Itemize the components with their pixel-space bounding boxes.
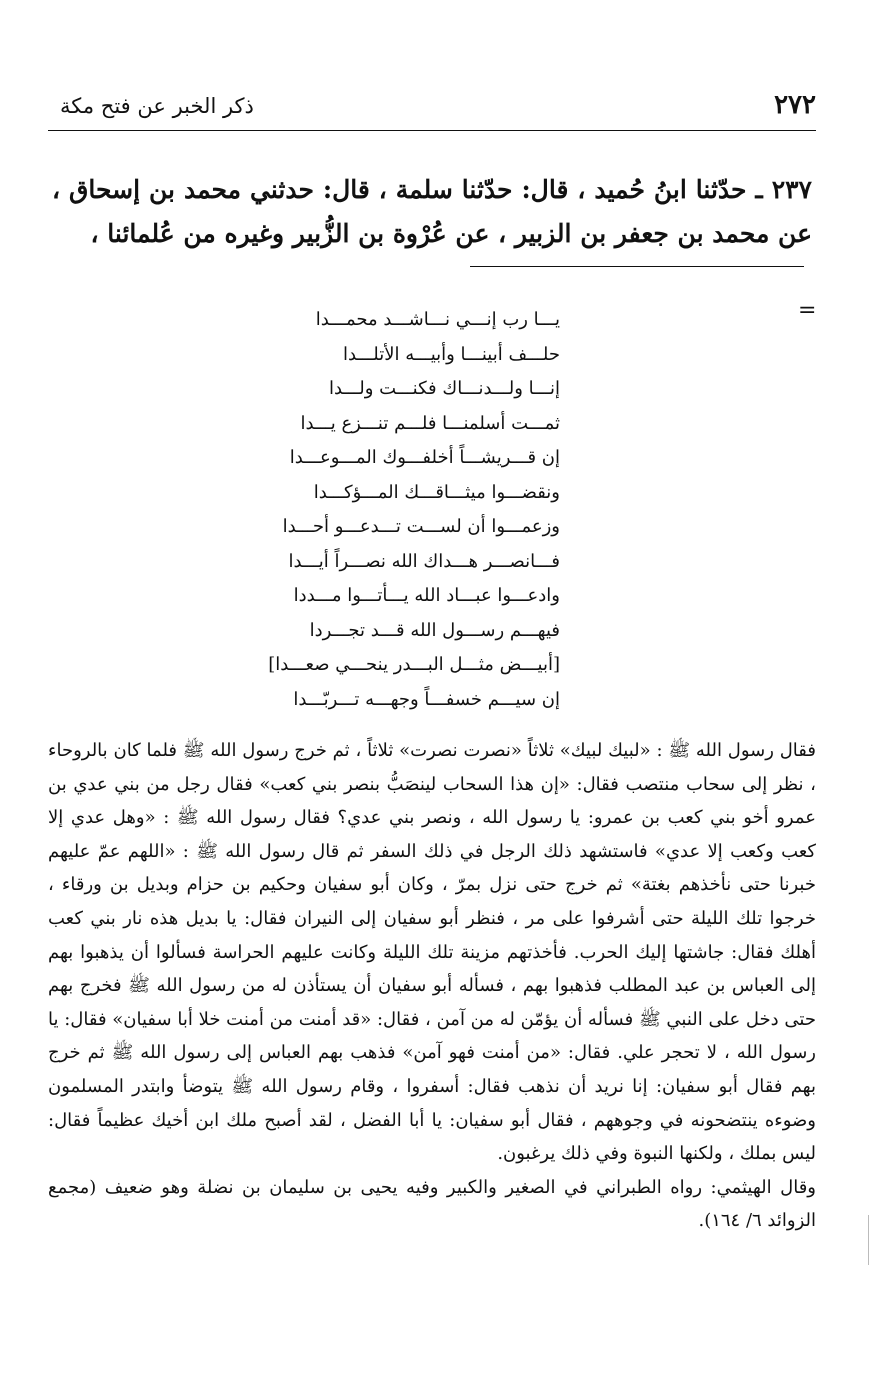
poem <box>240 303 560 717</box>
poem-line: حلـــف أبينـــا وأبيـــه الأتلـــدا <box>343 343 560 365</box>
poem-line: فـــانصـــر هـــداك الله نصـــراً أيـــدا <box>288 550 560 572</box>
poem-line: يـــا رب إنـــي نـــاشـــد محمـــدا <box>315 309 560 330</box>
page-header <box>48 88 816 128</box>
poem-line: إن سيـــم خسفـــاً وجهـــه تـــربّـــدا <box>293 688 560 710</box>
poem-line: إن قـــريشـــاً أخلفـــوك المـــوعـــدا <box>289 447 560 468</box>
poem-line: فيهـــم رســـول الله قـــد تجـــردا <box>309 619 560 641</box>
poem-line: ثمـــت أسلمنـــا فلـــم تنـــزع يـــدا <box>300 412 560 434</box>
page-number: ٢٧٢ <box>774 90 816 120</box>
hadith-text: ٢٣٧ ـ حدّثنا ابنُ حُميد ، قال: حدّثنا سلمة ، قال: حدثني محمد بن إسحاق ، عن محمد بن جعفر بن الزبير ، عن عُرْوة بن الزُّبير وغيره من عُلمائنا ، <box>52 175 812 248</box>
running-title: ذكر الخبر عن فتح مكة <box>60 94 254 118</box>
header-divider <box>48 130 816 131</box>
scan-edge-mark <box>868 1215 869 1265</box>
poem-line: وزعمـــوا أن لســـت تـــدعـــو أحـــدا <box>282 516 560 537</box>
poem-line: وادعـــوا عبـــاد الله يـــأتـــوا مـــددا <box>293 585 560 606</box>
poem-line: ونقضـــوا ميثـــاقـــك المـــؤكـــدا <box>313 481 560 503</box>
footnote-source-note: وقال الهيثمي: رواه الطبراني في الصغير والكبير وفيه يحيى بن سليمان بن نضلة وهو ضعيف (مجمع الزوائد ٦/ ١٦٤). <box>48 1176 816 1232</box>
footnote-text <box>48 734 816 1238</box>
footnote-paragraph: فقال رسول الله ﷺ : «لبيك لبيك» ثلاثاً «نصرت نصرت» ثلاثاً ، ثم خرج رسول الله ﷺ فلما كان بالروحاء ، نظر إلى سحاب منتصب فقال: «إن هذا السحاب لينصَبُّ بنصر بني كعب» فقال رجل من بني عدي بن عمرو أخو بني كعب بن عمرو: يا رسول الله ، ونصر بني عدي؟ فقال رسول الله ﷺ : «وهل عدي إلا كعب وكعب إلا عدي» فاستشهد ذلك الرجل في ذلك السفر ثم قال رسول الله ﷺ : «اللهم عمّ عليهم خبرنا حتى نأخذهم بغتة» ثم خرج حتى نزل بمرّ ، وكان أبو سفيان وحكيم بن حزام وبديل بن ورقاء ، خرجوا تلك الليلة حتى أشرفوا على مر ، فنظر أبو سفيان إلى النيران فقال: يا بديل هذه نار بني كعب أهلك فقال: جاشتها إليك الحرب. فأخذتهم مزينة تلك الليلة وكانت عليهم الحراسة فسألوا أن يذهبوا بهم إلى العباس بن عبد المطلب فذهبوا بهم ، فسأله أبو سفيان أن يستأذن له من رسول الله ﷺ فخرج بهم حتى دخل على النبي ﷺ فسأله أن يؤمّن له من آمن ، فقال: «قد أمنت من أمنت خلا أبا سفيان» فقال: يا رسول الله ، لا تحجر علي. فقال: «من أمنت فهو آمن» فذهب بهم العباس إلى رسول الله ﷺ ثم خرج بهم فقال أبو سفيان: إنا نريد أن نذهب فقال: أسفروا ، وقام رسول الله ﷺ يتوضأ وابتدر المسلمون وضوءه ينتضحونه في وجوههم ، فقال أبو سفيان: يا أبا الفضل ، لقد أصبح ملك ابن أخيك عظيماً فقال: ليس بملك ، ولكنها النبوة وفي ذلك يرغبون. <box>48 740 816 1165</box>
poem-line: [أبيـــض مثـــل البـــدر ينحـــي صعـــدا] <box>268 654 560 675</box>
poem-line: إنـــا ولـــدنـــاك فكنـــت ولـــدا <box>329 378 560 399</box>
footnote-continuation-marker: = <box>798 298 817 323</box>
footnote-divider <box>470 266 804 267</box>
